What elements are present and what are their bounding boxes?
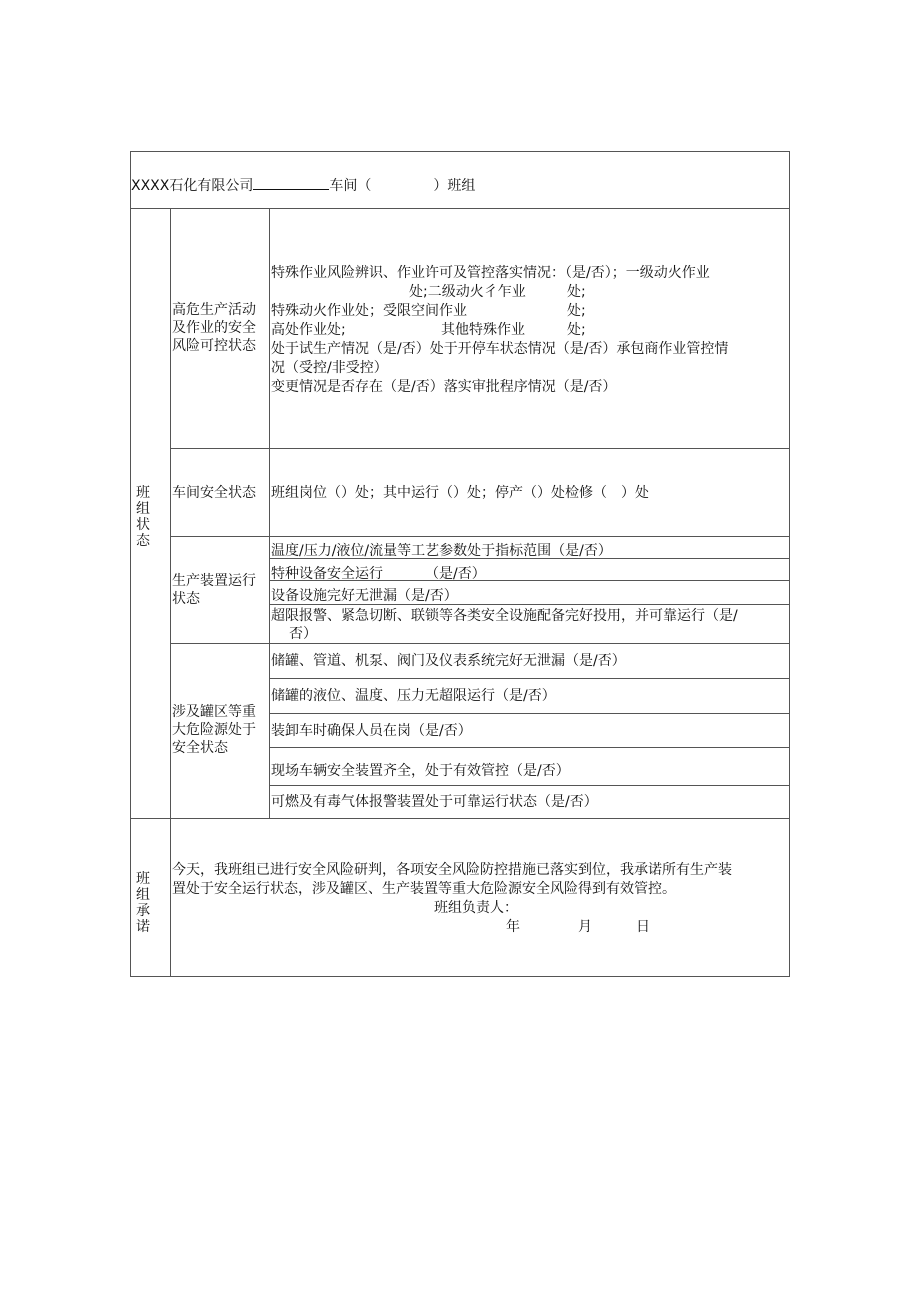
high-risk-label: 高危生产活动 及作业的安全 风险可控状态: [172, 302, 256, 354]
tank-item: 装卸车时确保人员在岗（是/否）: [271, 723, 472, 739]
high-risk-line: 处;: [567, 303, 586, 319]
company-name: XXXX石化有限公司: [131, 178, 254, 194]
divider: [270, 785, 789, 786]
promise-signer: 班组负责人：: [434, 900, 518, 916]
divider: [270, 713, 789, 714]
promise-line: 置处于安全运行状态，涉及罐区、生产装置等重大危险源安全风险得到有效管控。: [172, 881, 676, 897]
high-risk-line: 特殊动火作业处；受限空间作业: [271, 303, 467, 319]
tank-item: 可燃及有毒气体报警装置处于可靠运行状态（是/否）: [271, 794, 598, 810]
high-risk-line: 特殊作业风险辨识、作业许可及管控落实情况：（是/否）；一级动火作业: [271, 265, 710, 281]
tank-item: 储罐、管道、机泵、阀门及仪表系统完好无泄漏（是/否）: [271, 653, 626, 669]
tank-status-label: 涉及罐区等重 大危险源处于 安全状态: [172, 704, 256, 756]
divider: [131, 818, 789, 819]
workshop-status-text: 班组岗位（）处；其中运行（）处；停产（）处检修（ ）处: [271, 485, 649, 501]
divider: [171, 643, 789, 644]
production-item: 温度/压力/液位/流量等工艺参数处于指标范围（是/否）: [271, 543, 612, 559]
production-item: （是/否）: [425, 566, 486, 582]
high-risk-line: 高处作业处;: [271, 322, 346, 338]
divider: [131, 208, 789, 209]
section-promise-label: 班组承诺: [136, 871, 150, 935]
high-risk-line: 变更情况是否存在（是/否）落实审批程序情况（是/否）: [271, 379, 617, 395]
team-label: ）班组: [433, 178, 476, 194]
high-risk-line: 处于试生产情况（是/否）处于开停车状态情况（是/否）承包商作业管控情: [271, 341, 729, 357]
production-item: 超限报警、紧急切断、联锁等各类安全设施配备完好投用，并可靠运行（是/: [271, 608, 738, 624]
high-risk-line: 处;: [567, 322, 586, 338]
divider: [270, 678, 789, 679]
high-risk-line: 处;二级动火彳乍业: [409, 284, 526, 300]
section-status-label: 班组状态: [136, 485, 150, 549]
divider: [171, 448, 789, 449]
promise-month: 月: [578, 919, 592, 935]
divider: [171, 536, 789, 537]
workshop-status-label: 车间安全状态: [172, 485, 256, 501]
production-item: 设备设施完好无泄漏（是/否）: [271, 588, 458, 604]
form-header: [131, 175, 475, 195]
production-item: 否）: [289, 626, 317, 642]
promise-day: 日: [636, 919, 650, 935]
promise-line: 今天，我班组已进行安全风险研判，各项安全风险防控措施已落实到位，我承诺所有生产装: [172, 862, 732, 878]
workshop-blank: [253, 175, 329, 190]
workshop-label: 车间（: [329, 178, 372, 194]
high-risk-line: 处;: [567, 284, 586, 300]
tank-item: 储罐的液位、温度、压力无超限运行（是/否）: [271, 688, 556, 704]
tank-item: 现场车辆安全装置齐全，处于有效管控（是/否）: [271, 763, 570, 779]
production-item: 特种设备安全运行: [271, 566, 383, 582]
safety-commitment-form: [130, 151, 790, 977]
production-status-label: 生产装置运行 状态: [172, 573, 256, 607]
promise-year: 年: [506, 919, 520, 935]
divider: [170, 208, 171, 976]
high-risk-line: 况（受控/非受控）: [271, 360, 388, 376]
high-risk-line: 其他特殊作业: [441, 322, 525, 338]
divider: [269, 208, 270, 818]
divider: [270, 747, 789, 748]
